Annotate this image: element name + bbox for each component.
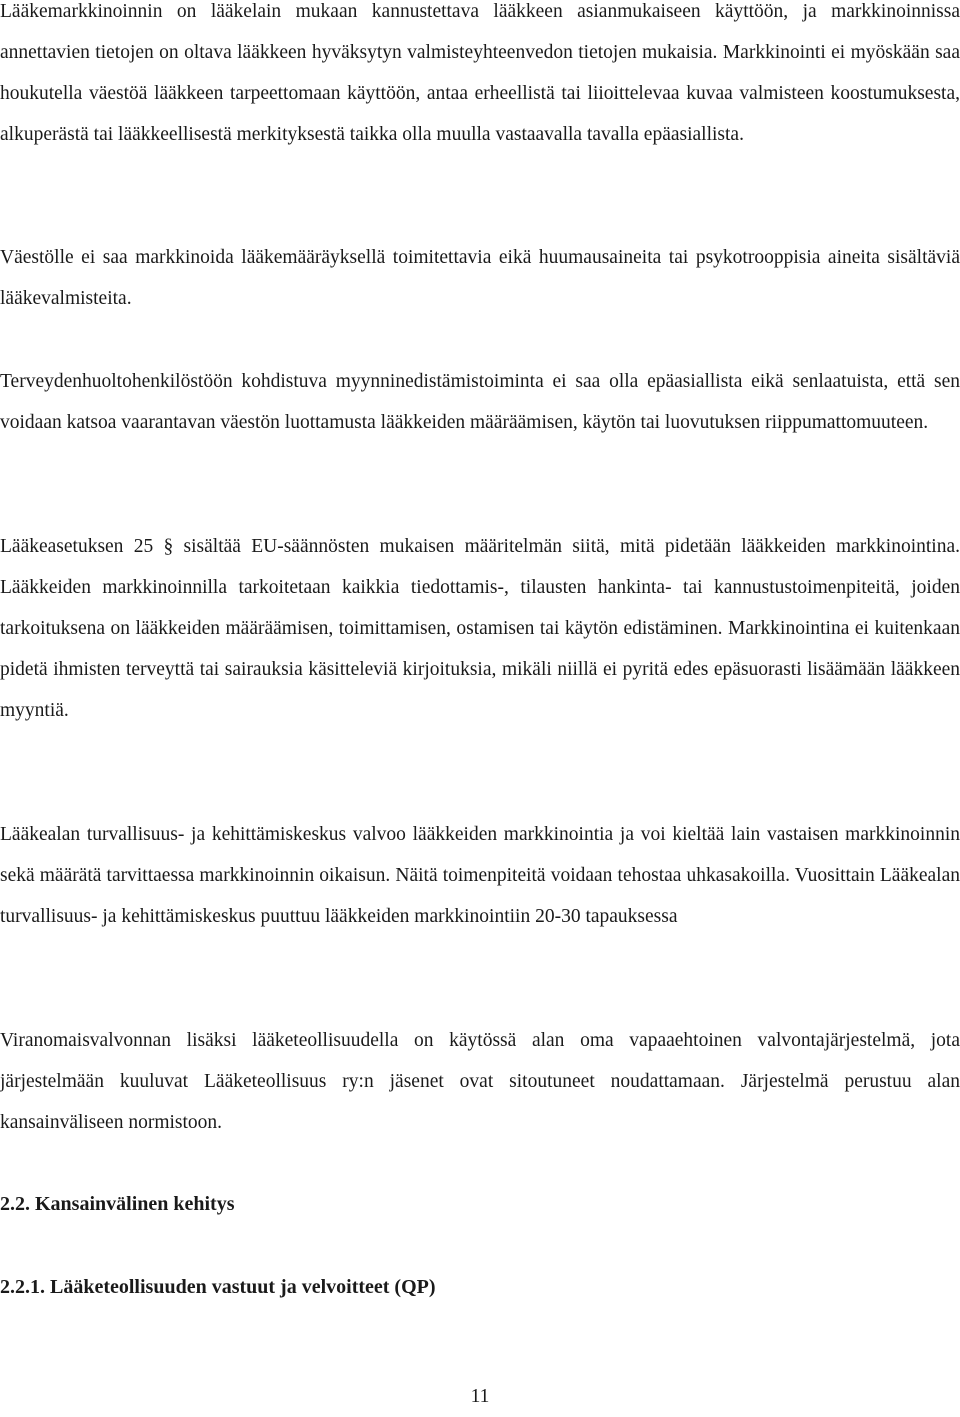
- paragraph-agency-supervision: Lääkealan turvallisuus- ja kehittämiskeskus valvoo lääkkeiden markkinointia ja voi kieltää lain vastaisen markkinoinnin sekä määrätä tarvittaessa markkinoinnin oikaisun. Näitä toimenpiteitä voidaan tehostaa uhkasakoilla. Vuosittain Lääkealan turvallisuus- ja kehittämiskeskus puuttuu lääkkeiden markkinointiin 20-30 tapauksessa: [0, 824, 960, 927]
- paragraph-marketing-law: Lääkemarkkinoinnin on lääkelain mukaan kannustettava lääkkeen asianmukaiseen käyttöön, ja markkinoinnissa annettavien tietojen on oltava lääkkeen hyväksytyn valmisteyhteenvedon tietojen mukaisia. Markkinointi ei myöskään saa houkutella väestöä lääkkeen tarpeettomaan käyttöön, antaa erheellistä tai liioittelevaa kuvaa valmisteen koostumuksesta, alkuperästä tai lääkkeellisestä merkityksestä taikka olla muulla vastaavalla tavalla epäasiallista.: [0, 1, 960, 145]
- section-heading: 2.2. Kansainvälinen kehitys: [0, 1193, 235, 1215]
- paragraph-public-marketing-ban: Väestölle ei saa markkinoida lääkemääräyksellä toimitettavia eikä huumausaineita tai psykotrooppisia aineita sisältäviä lääkevalmisteita.: [0, 247, 960, 309]
- page-number: 11: [470, 1386, 490, 1407]
- paragraph-self-regulation: Viranomaisvalvonnan lisäksi lääketeollisuudella on käytössä alan oma vapaaehtoinen valvontajärjestelmä, jota järjestelmään kuuluvat Lääketeollisuus ry:n jäsenet ovat sitoutuneet noudattamaan. Järjestelmä perustuu alan kansainväliseen normistoon.: [0, 1030, 960, 1133]
- subsection-heading: 2.2.1. Lääketeollisuuden vastuut ja velvoitteet (QP): [0, 1276, 436, 1298]
- paragraph-healthcare-promotion: Terveydenhuoltohenkilöstöön kohdistuva myynninedistämistoiminta ei saa olla epäasiallista eikä senlaatuista, että sen voidaan katsoa vaarantavan väestön luottamusta lääkkeiden määräämisen, käytön tai luovutuksen riippumattomuuteen.: [0, 371, 960, 433]
- paragraph-marketing-definition: Lääkeasetuksen 25 § sisältää EU-säännösten mukaisen määritelmän siitä, mitä pidetään lääkkeiden markkinointina. Lääkkeiden markkinoinnilla tarkoitetaan kaikkia tiedottamis-, tilausten hankinta- tai kannustustoimenpiteitä, joiden tarkoituksena on lääkkeiden määräämisen, toimittamisen, ostamisen tai käytön edistäminen. Markkinointina ei kuitenkaan pidetä ihmisten terveyttä tai sairauksia käsitteleviä kirjoituksia, mikäli niillä ei pyritä edes epäsuorasti lisäämään lääkkeen myyntiä.: [0, 536, 960, 721]
